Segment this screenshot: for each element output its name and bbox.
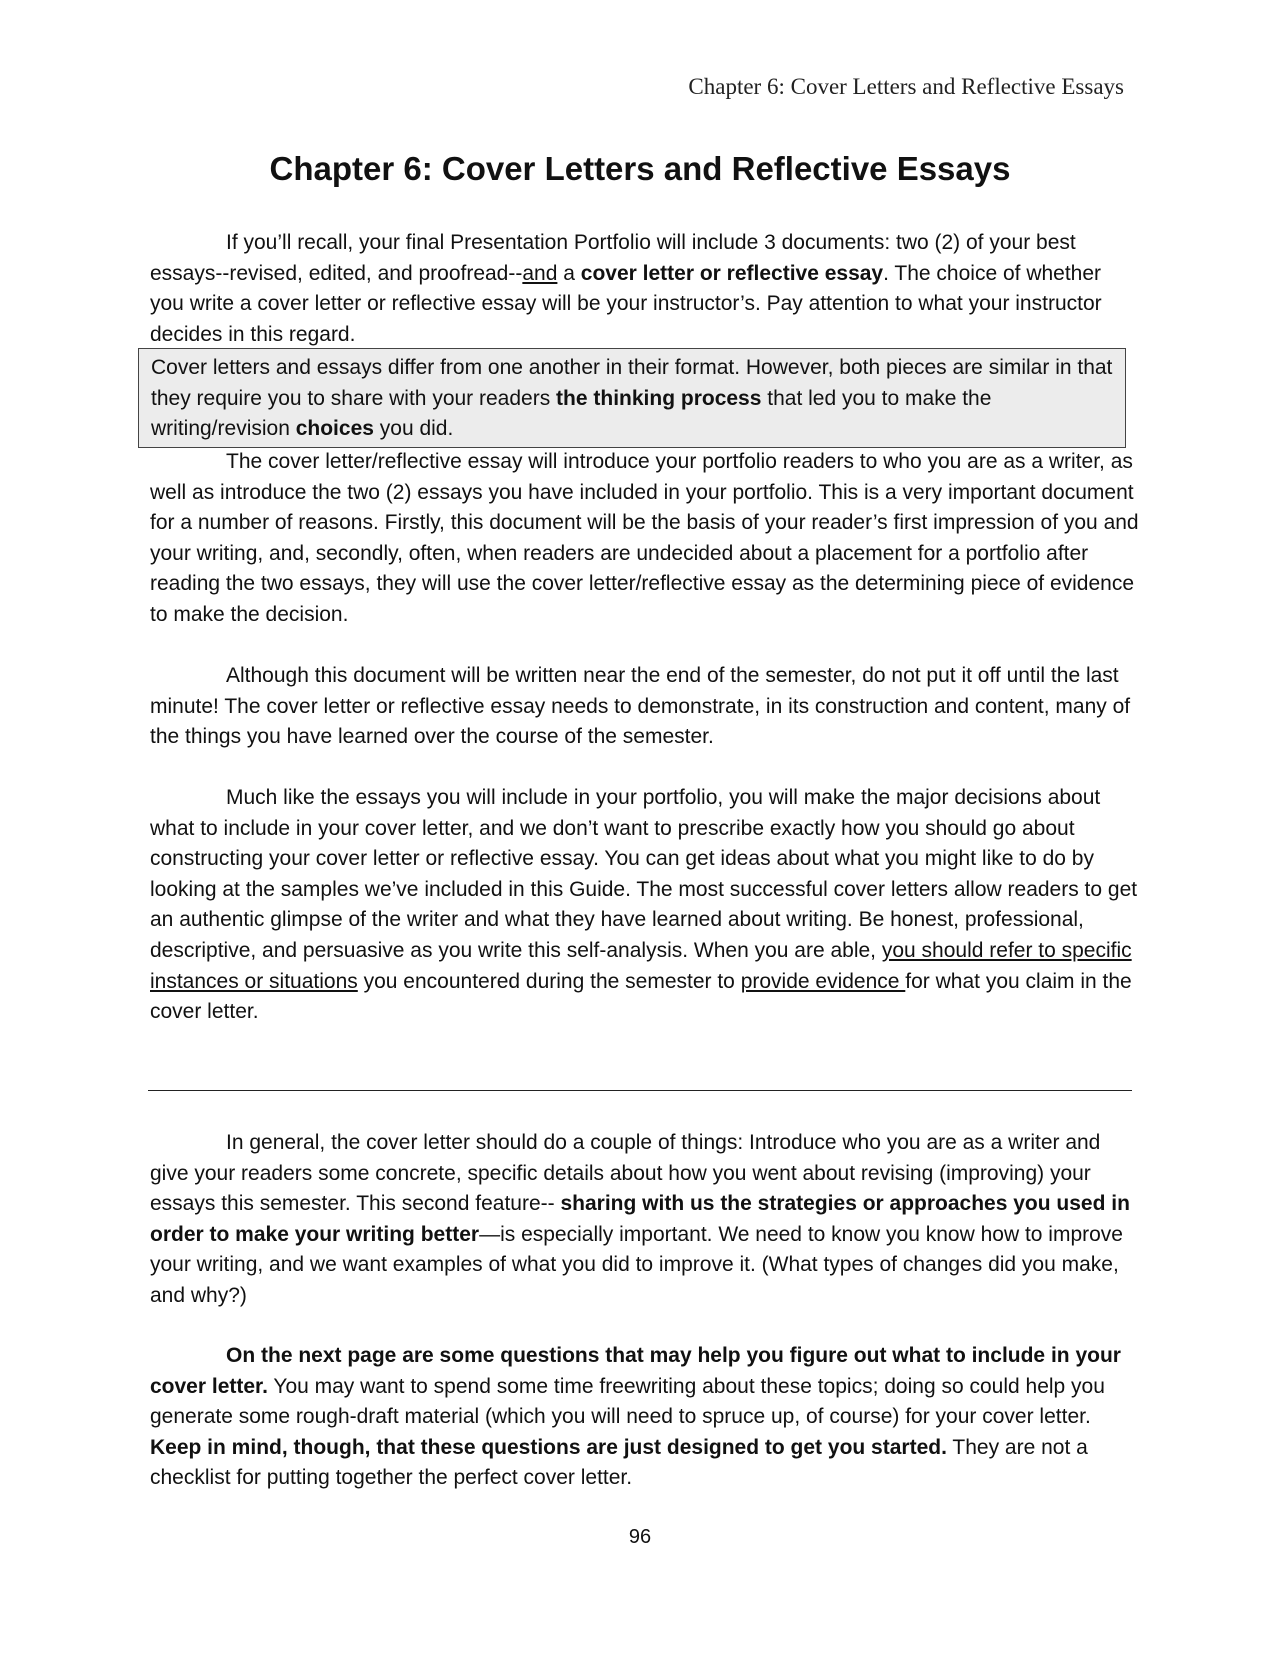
underlined-text: you should refer to specific instances or situations: [150, 938, 1132, 993]
text-run: a: [557, 261, 581, 285]
underlined-text: provide evidence: [740, 969, 906, 993]
text-run: you encountered during the semester to: [357, 969, 741, 993]
text-run: Cover letters and essays differ from one another in their format. However, both pieces are similar in that they require you to share with your readers: [151, 356, 1113, 410]
text-run: you did.: [373, 417, 454, 441]
intro-paragraph: [150, 228, 1140, 350]
bold-text: On the next page are some questions that may help you figure out what to include in your cover letter.: [150, 1344, 1121, 1398]
bold-text: sharing with us the strategies or approaches you used in order to make your writing better: [150, 1192, 1130, 1246]
text-run: Much like the essays you will include in your portfolio, you will make the major decisions about what to include in your cover letter, and we don’t want to prescribe exactly how you should go about constructing your cover letter or reflective essay. You can get ideas about what you might like to do by looking at the samples we’ve included in this Guide. The most successful cover letters allow readers to get an authentic glimpse of the writer and what they have learned about writing. Be honest, professional, descriptive, and persuasive as you write this self-analysis. When you are able,: [150, 786, 1138, 962]
underlined-text: and: [522, 261, 558, 285]
page-title: Chapter 6: Cover Letters and Reflective Essays: [269, 150, 1011, 187]
text-run: for what you claim in the cover letter.: [150, 969, 1132, 1024]
body-paragraph: Although this document will be written near the end of the semester, do not put it off until the last minute! The cover letter or reflective essay needs to demonstrate, in its construction and content, many of the things you have learned over the course of the semester.: [150, 664, 1131, 749]
body-paragraph: The cover letter/reflective essay will introduce your portfolio readers to who you are as a writer, as well as introduce the two (2) essays you have included in your portfolio. This is a very important document for a number of reasons. Firstly, this document will be the basis of your reader’s first impression of you and your writing, and, secondly, often, when readers are undecided about a placement for a portfolio after reading the two essays, they will use the cover letter/reflective essay as the determining piece of evidence to make the decision.: [150, 450, 1139, 626]
page-number: 96: [628, 1526, 652, 1548]
text-run: If you’ll recall, your final Presentation Portfolio will include 3 documents: two (2) of your best essays--revised, edited, and proofread--: [150, 231, 1076, 285]
body-paragraph: [150, 1341, 1140, 1494]
running-header: Chapter 6: Cover Letters and Reflective Essays: [688, 74, 1124, 99]
text-run: You may want to spend some time freewriting about these topics; doing so could help you generate some rough-draft material (which you will need to spruce up, of course) for your cover letter.: [150, 1374, 1105, 1429]
text-run: —is especially important. We need to know you know how to improve your writing, and we want examples of what you did to improve it. (What types of changes did you make, and why?): [150, 1222, 1123, 1307]
text-run: They are not a checklist for putting together the perfect cover letter.: [150, 1435, 1088, 1490]
bold-text: choices: [295, 417, 374, 441]
text-run: . The choice of whether you write a cover letter or reflective essay will be your instructor’s. Pay attention to what your instructor decides in this regard.: [150, 261, 1102, 346]
callout-box: [138, 348, 1126, 448]
section-divider: [148, 1090, 1132, 1091]
bold-text: Keep in mind, though, that these questions are just designed to get you started.: [150, 1435, 947, 1459]
text-run: In general, the cover letter should do a couple of things: Introduce who you are as a writer and give your readers some concrete, specific details about how you went about revising (improving) your essays this semester. This second feature--: [150, 1131, 1101, 1216]
bold-text: cover letter or reflective essay: [580, 261, 884, 285]
body-paragraph: [150, 1128, 1140, 1312]
body-paragraph: [150, 783, 1140, 1028]
text-run: that led you to make the writing/revision: [151, 386, 992, 441]
bold-text: the thinking process: [556, 386, 762, 410]
